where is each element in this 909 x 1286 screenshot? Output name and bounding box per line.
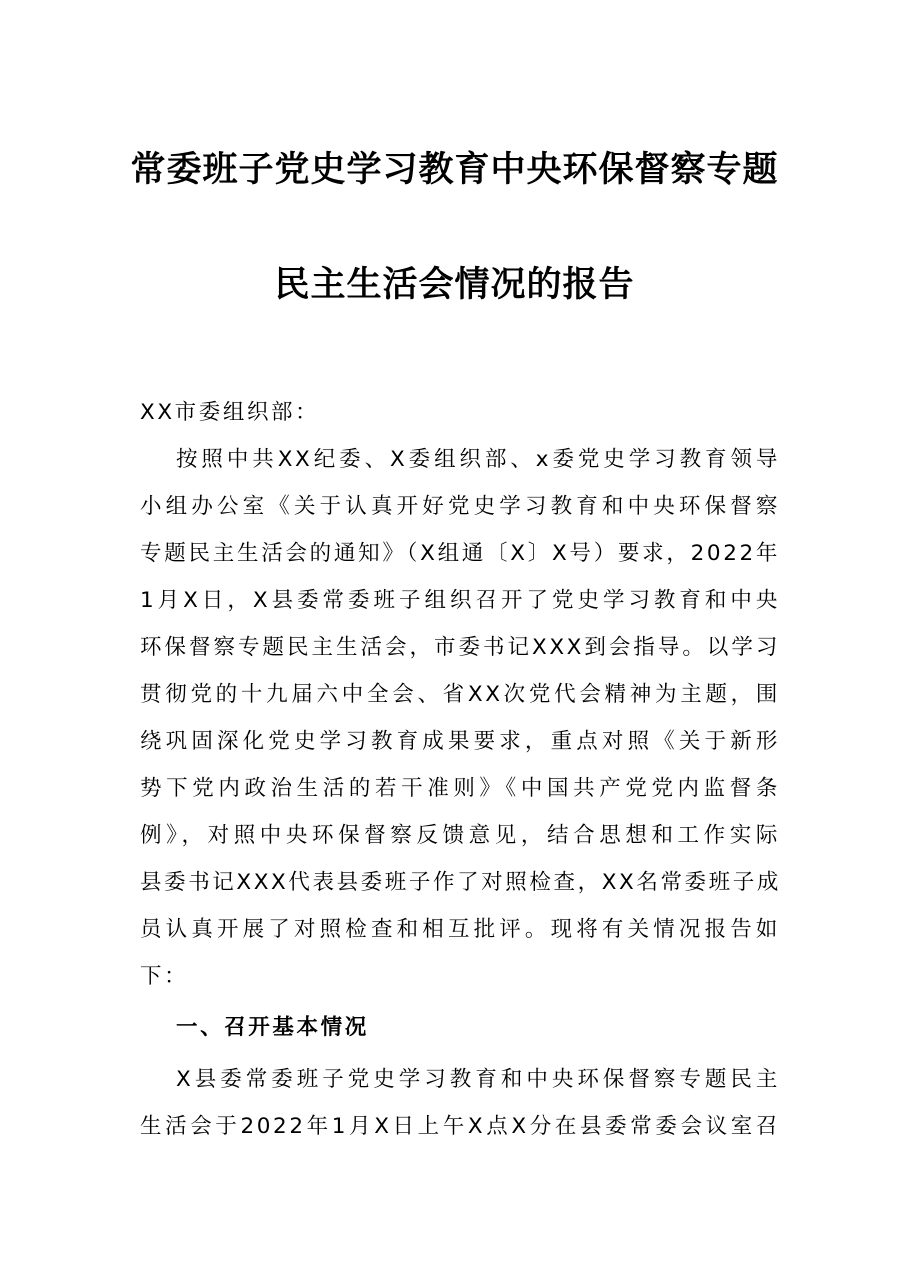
paragraph-line: 小组办公室《关于认真开好党史学习教育和中央环保督察 <box>140 494 780 519</box>
section-heading: 一、召开基本情况 <box>176 1015 369 1040</box>
paragraph-line: 员认真开展了对照检查和相互批评。现将有关情况报告如 <box>140 917 780 942</box>
paragraph-line: 绕巩固深化党史学习教育成果要求，重点对照《关于新形 <box>140 729 780 754</box>
paragraph-line: 县委书记XXX代表县委班子作了对照检查，XX名常委班子成 <box>140 870 781 895</box>
paragraph-line: 下： <box>140 964 189 989</box>
paragraph-line: 专题民主生活会的通知》（X组通〔X〕X号）要求，2022年 <box>140 541 780 566</box>
title-line-1: 常委班子党史学习教育中央环保督察专题 <box>130 149 779 190</box>
salutation: XX市委组织部： <box>140 400 320 425</box>
title-line-2: 民主生活会情况的报告 <box>274 264 635 305</box>
paragraph-line: 1月X日，X县委常委班子组织召开了党史学习教育和中央 <box>140 588 780 613</box>
paragraph-line: 势下党内政治生活的若干准则》《中国共产党党内监督条 <box>140 776 780 801</box>
paragraph-line: 环保督察专题民主生活会，市委书记XXX到会指导。以学习 <box>140 635 780 660</box>
paragraph-line: 按照中共XX纪委、X委组织部、x委党史学习教育领导 <box>176 447 780 472</box>
paragraph-line: 生活会于2022年1月X日上午X点X分在县委常委会议室召 <box>140 1114 780 1139</box>
paragraph-line: X县委常委班子党史学习教育和中央环保督察专题民主 <box>176 1067 780 1092</box>
paragraph-line: 贯彻党的十九届六中全会、省XX次党代会精神为主题，围 <box>140 682 780 707</box>
paragraph-line: 例》，对照中央环保督察反馈意见，结合思想和工作实际 <box>140 823 780 848</box>
